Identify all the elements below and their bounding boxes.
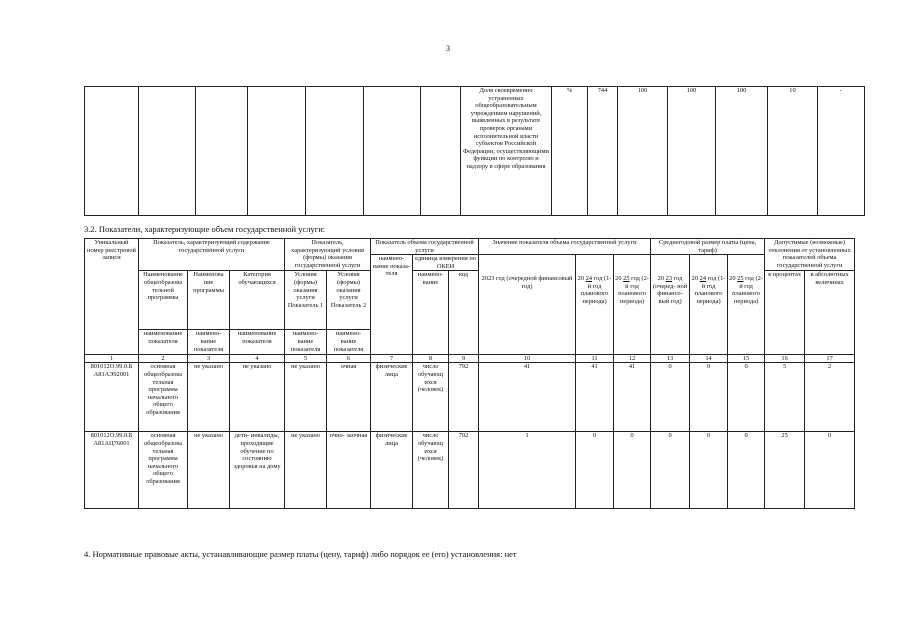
header-in-absolute: в абсолютных величинах [805, 271, 855, 355]
row-cell: не указано [285, 363, 327, 432]
header-year-2023: 2023 год (очередной финансовый год) [479, 255, 576, 355]
empty-cell [196, 87, 248, 216]
table-row [85, 363, 855, 432]
empty-cell [421, 87, 461, 216]
value-cell: 100 [716, 87, 768, 216]
column-number: 15 [728, 355, 765, 363]
header-unique-number: Уникальный номер реестровой записи [85, 239, 139, 355]
quality-indicator-table [84, 86, 865, 216]
header-fee-2023: 20 23 год (очеред- ной финансо- вый год) [651, 255, 690, 355]
header-fee-2024: 20 24 год (1-й год планового периода) [690, 255, 728, 355]
header-n3: наименование показателя [230, 330, 285, 355]
header-unit-okei: единица измерения по ОКЕИ [413, 255, 479, 271]
row-cell: 1 [479, 432, 576, 509]
column-number: 4 [230, 355, 285, 363]
row-cell: 41 [614, 363, 651, 432]
row-cell: 41 [479, 363, 576, 432]
column-number-row [85, 355, 855, 363]
row-id: 801012О.99.0.Б А81АЦ76001 [85, 432, 139, 509]
header-n2: наимено- вание показателя [188, 330, 230, 355]
row-cell: физические лица [371, 363, 413, 432]
row-cell: 0 [690, 432, 728, 509]
empty-cell [85, 87, 139, 216]
row-cell: 2 [805, 363, 855, 432]
header-volume-indicator: Показатель объема государственной услуги [371, 239, 479, 255]
header-c1: Наименование общеобразова тельной программы [139, 271, 188, 330]
header-fee-2025: 20 25 год (2-й год планового периода) [728, 255, 765, 355]
row-cell: дети- инвалиды, проходящие обучение по состоянию здоровья на дому [230, 432, 285, 509]
column-number: 2 [139, 355, 188, 363]
value-cell: 100 [618, 87, 668, 216]
column-number: 13 [651, 355, 690, 363]
header-n5: наимено- вание показателя [327, 330, 371, 355]
row-cell: 25 [765, 432, 805, 509]
row-cell: очная [327, 363, 371, 432]
header-n4: наимено- вание показателя [285, 330, 327, 355]
header-c4: Условия (формы) оказания услуги Показатель 1 [285, 271, 327, 330]
row-cell: 0 [690, 363, 728, 432]
unit-cell: % [552, 87, 588, 216]
column-number: 12 [614, 355, 651, 363]
column-number: 6 [327, 355, 371, 363]
row-cell: не указано [230, 363, 285, 432]
code-cell: 744 [588, 87, 618, 216]
empty-cell [306, 87, 364, 216]
column-number: 16 [765, 355, 805, 363]
row-cell: 0 [576, 432, 614, 509]
row-cell: 0 [728, 363, 765, 432]
deviation-absolute-cell: - [818, 87, 865, 216]
header-year-2024: 20 24 год (1-й год планового периода) [576, 255, 614, 355]
header-indicator-name: наимено- вание показа- теля [371, 255, 413, 355]
header-unit-code: код [449, 271, 479, 355]
section-title: 3.2. Показатели, характеризующие объем государственной услуги: [84, 224, 326, 234]
header-condition-indicator: Показатель, характеризующий условия (формы) оказания государственной услуги [285, 239, 371, 271]
row-cell: 792 [449, 363, 479, 432]
quality-indicator-name: Доля своевременно устраненных общеобразовательным учреждением нарушений, выявленных в результате проверок органами исполнительной власти субъектов Российской Федерации, осуществляющими функции по контролю и надзору в сфере образования [461, 87, 552, 216]
row-cell: не указано [188, 432, 230, 509]
column-number: 9 [449, 355, 479, 363]
row-cell: 0 [651, 363, 690, 432]
page-number: 3 [446, 44, 450, 53]
table-row [85, 432, 855, 509]
volume-indicator-table [84, 238, 855, 509]
row-cell: 792 [449, 432, 479, 509]
header-year-2025: 20 25 год (2-й год планового периода) [614, 255, 651, 355]
column-number: 7 [371, 355, 413, 363]
row-cell: основная общеобразова тельная программа начального общего образования [139, 432, 188, 509]
row-cell: число обучающ ихся (человек) [413, 432, 449, 509]
header-volume-value: Значение показателя объема государственной услуги [479, 239, 651, 255]
column-number: 5 [285, 355, 327, 363]
column-number: 3 [188, 355, 230, 363]
column-number: 17 [805, 355, 855, 363]
header-c2: Наименова ние программы [188, 271, 230, 330]
row-cell: очно- заочная [327, 432, 371, 509]
header-c5: Условия (формы) оказания услуги Показатель 2 [327, 271, 371, 330]
header-c3: Категория обучающихся [230, 271, 285, 330]
header-deviation: Допустимые (возможные) отклонения от установленных показателей объема государственной услуги [765, 239, 855, 271]
row-cell: число обучающ ихся (человек) [413, 363, 449, 432]
row-cell: не указано [285, 432, 327, 509]
row-cell: основная общеобразова тельная программа начального общего образования [139, 363, 188, 432]
row-cell: физические лица [371, 432, 413, 509]
column-number: 10 [479, 355, 576, 363]
column-number: 8 [413, 355, 449, 363]
footnote-legal-acts: 4. Нормативные правовые акты, устанавливающие размер платы (цену, тариф) либо порядок ее (его) установления: нет [84, 549, 517, 559]
empty-cell [139, 87, 196, 216]
row-cell: 41 [576, 363, 614, 432]
empty-cell [248, 87, 306, 216]
column-number: 1 [85, 355, 139, 363]
deviation-percent-cell: 10 [768, 87, 818, 216]
value-cell: 100 [668, 87, 716, 216]
row-cell: 0 [651, 432, 690, 509]
header-unit-name: наимено- вание [413, 271, 449, 355]
header-n1: наименование показателя [139, 330, 188, 355]
row-id: 801012О.99.0.Б А81АЭ92001 [85, 363, 139, 432]
column-number: 11 [576, 355, 614, 363]
header-avg-fee: Среднегодовой размер платы (цена, тариф) [651, 239, 765, 255]
header-in-percent: в процентах [765, 271, 805, 355]
row-cell: 0 [805, 432, 855, 509]
row-cell: 5 [765, 363, 805, 432]
row-cell: 0 [728, 432, 765, 509]
row-cell: 0 [614, 432, 651, 509]
row-cell: не указано [188, 363, 230, 432]
header-content-indicator: Показатель, характеризующий содержание государственной услуги [139, 239, 285, 271]
empty-cell [364, 87, 421, 216]
column-number: 14 [690, 355, 728, 363]
